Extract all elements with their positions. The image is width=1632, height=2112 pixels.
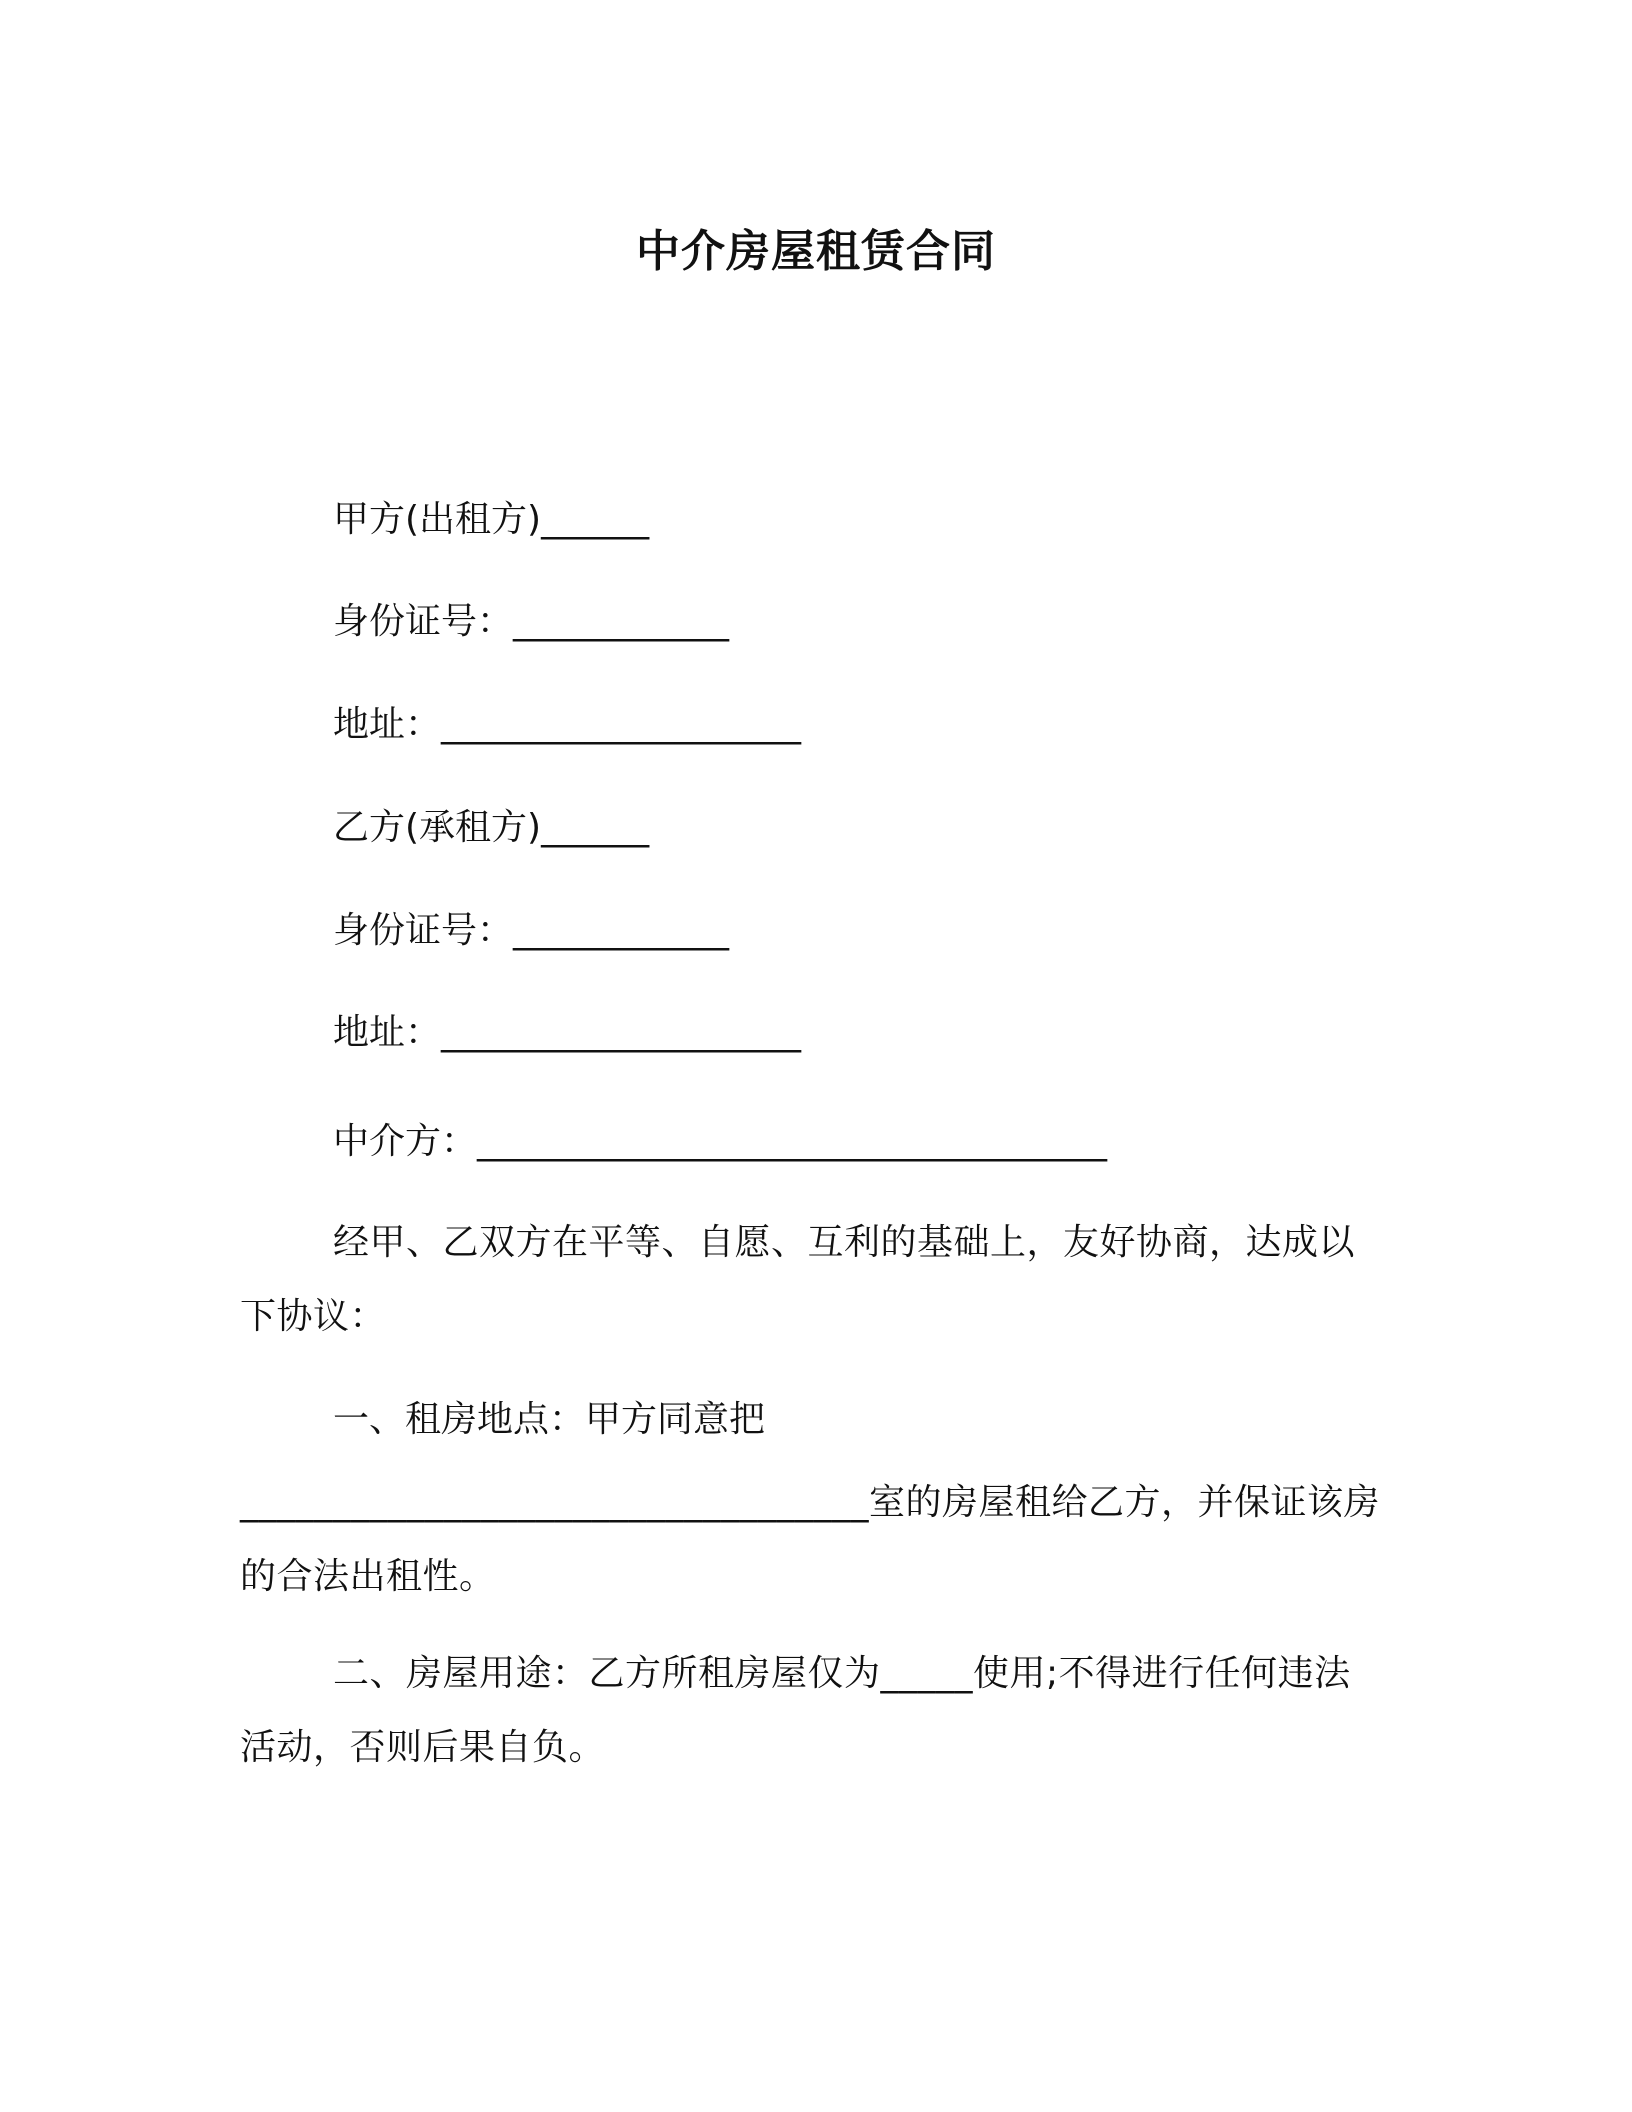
party-a-id-field: 身份证号：____________ — [333, 601, 730, 642]
page-title: 中介房屋租赁合同 — [636, 226, 996, 277]
intro-paragraph: 经甲、乙双方在平等、自愿、互利的基础上，友好协商，达成以下协议： — [240, 1222, 1356, 1337]
party-a-address-field: 地址：____________________ — [333, 704, 802, 745]
party-b-address-field: 地址：____________________ — [333, 1012, 802, 1053]
party-a-label: 甲方(出租方)______ — [333, 499, 650, 540]
clause-1-body: __________________________________室的房屋租给乙方，并保证该房的合法出租性。 — [240, 1482, 1381, 1597]
agent-field: 中介方：___________________________________ — [333, 1121, 1108, 1162]
party-b-label: 乙方(承租方)______ — [333, 807, 650, 848]
clause-2-paragraph: 二、房屋用途：乙方所租房屋仅为_____使用;不得进行任何违法活动，否则后果自负。 — [240, 1653, 1351, 1768]
clause-1-heading: 一、租房地点：甲方同意把 — [333, 1399, 766, 1440]
party-b-id-field: 身份证号：____________ — [333, 910, 730, 951]
